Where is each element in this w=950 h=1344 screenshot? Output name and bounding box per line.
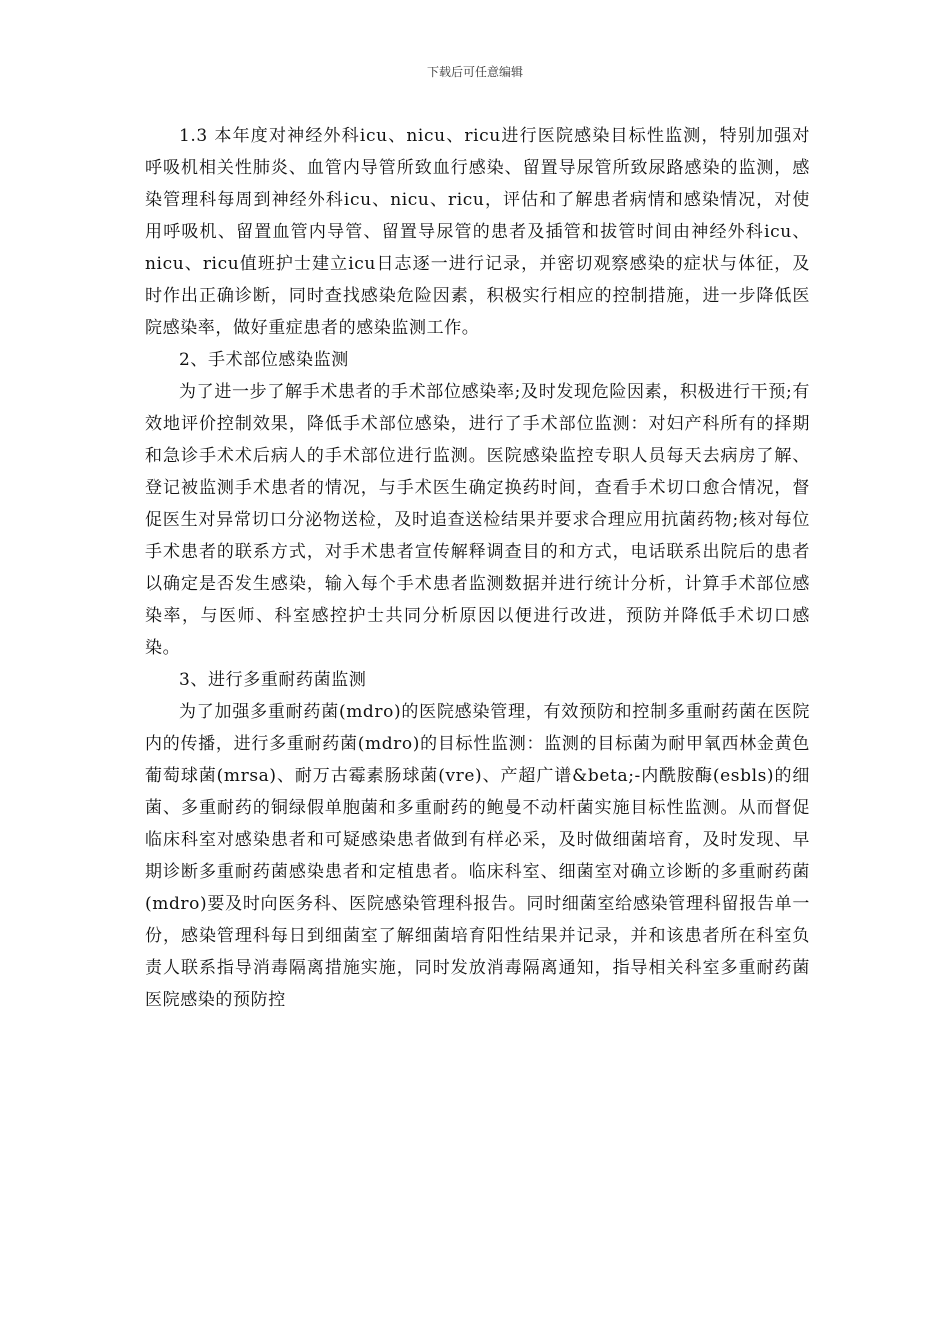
page-header: 下载后可任意编辑 xyxy=(426,65,523,79)
document-body xyxy=(145,120,810,1016)
paragraph-surgical-site: 为了进一步了解手术患者的手术部位感染率;及时发现危险因素，积极进行干预;有效地评价控制效果，降低手术部位感染，进行了手术部位监测：对妇产科所有的择期和急诊手术术后病人的手术部位进行监测。医院感染监控专职人员每天去病房了解、登记被监测手术患者的情况，与手术医生确定换药时间，查看手术切口愈合情况，督促医生对异常切口分泌物送检，及时追查送检结果并要求合理应用抗菌药物;核对每位手术患者的联系方式，对手术患者宣传解释调查目的和方式，电话联系出院后的患者以确定是否发生感染，输入每个手术患者监测数据并进行统计分析，计算手术部位感染率，与医师、科室感控护士共同分析原因以便进行改进，预防并降低手术切口感染。 xyxy=(145,382,810,658)
section-heading-surgical-site: 2、手术部位感染监测 xyxy=(179,350,349,370)
section-heading-mdro: 3、进行多重耐药菌监测 xyxy=(179,670,367,690)
paragraph-mdro: 为了加强多重耐药菌(mdro)的医院感染管理，有效预防和控制多重耐药菌在医院内的传播，进行多重耐药菌(mdro)的目标性监测：监测的目标菌为耐甲氧西林金黄色葡萄球菌(mrsa)、耐万古霉素肠球菌(vre)、产超广谱&beta;-内酰胺酶(esbls)的细菌、多重耐药的铜绿假单胞菌和多重耐药的鲍曼不动杆菌实施目标性监测。从而督促临床科室对感染患者和可疑感染患者做到有样必采，及时做细菌培育，及时发现、早期诊断多重耐药菌感染患者和定植患者。临床科室、细菌室对确立诊断的多重耐药菌(mdro)要及时向医务科、医院感染管理科报告。同时细菌室给感染管理科留报告单一份，感染管理科每日到细菌室了解细菌培育阳性结果并记录，并和该患者所在科室负责人联系指导消毒隔离措施实施，同时发放消毒隔离通知，指导相关科室多重耐药菌医院感染的预防控 xyxy=(145,702,810,1010)
paragraph-icu-monitoring: 1.3 本年度对神经外科icu、nicu、ricu进行医院感染目标性监测，特别加强对呼吸机相关性肺炎、血管内导管所致血行感染、留置导尿管所致尿路感染的监测，感染管理科每周到神经外科icu、nicu、ricu，评估和了解患者病情和感染情况，对使用呼吸机、留置血管内导管、留置导尿管的患者及插管和拔管时间由神经外科icu、nicu、ricu值班护士建立icu日志逐一进行记录，并密切观察感染的症状与体征，及时作出正确诊断，同时查找感染危险因素，积极实行相应的控制措施，进一步降低医院感染率，做好重症患者的感染监测工作。 xyxy=(145,126,810,338)
